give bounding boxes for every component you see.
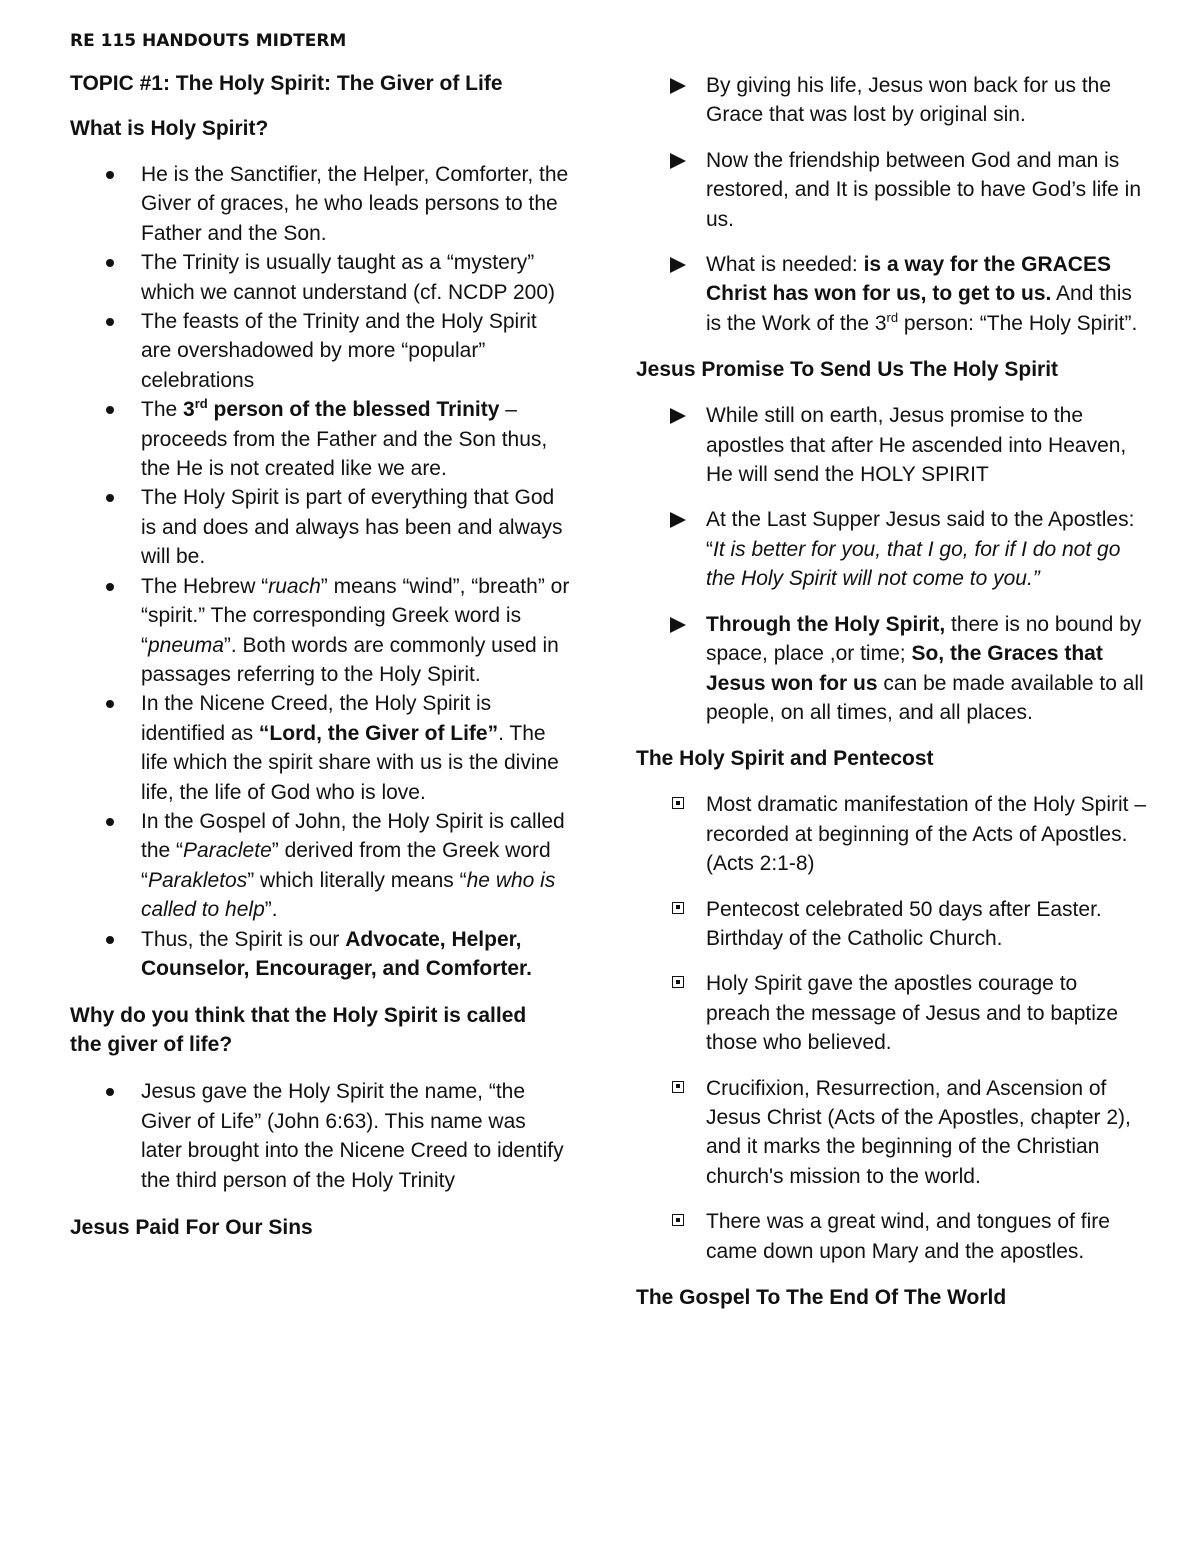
- list-item: The 3rd person of the blessed Trinity – proceeds from the Father and the Son thus, the He is not created like we are.: [70, 395, 570, 483]
- triangle-bullet-icon: [670, 512, 686, 528]
- left-column: [70, 68, 570, 1242]
- bullet-icon: [106, 318, 114, 326]
- box-bullet-icon: [672, 797, 684, 809]
- paid-heading: Jesus Paid For Our Sins: [70, 1216, 313, 1239]
- bullet-icon: [106, 171, 114, 179]
- bullet-icon: [106, 406, 114, 414]
- topic-title: TOPIC #1: The Holy Spirit: The Giver of Life: [70, 72, 503, 95]
- promise-list: [636, 401, 1146, 727]
- list-item: Pentecost celebrated 50 days after Easter. Birthday of the Catholic Church.: [636, 895, 1146, 954]
- box-bullet-icon: [672, 1214, 684, 1226]
- list-item: The Trinity is usually taught as a “mystery” which we cannot understand (cf. NCDP 200): [70, 248, 570, 307]
- list-item: Through the Holy Spirit, there is no bound by space, place ,or time; So, the Graces that Jesus won for us can be made available to all people, on all times, and all places.: [636, 610, 1146, 728]
- list-item: At the Last Supper Jesus said to the Apostles: “It is better for you, that I go, for if I do not go the Holy Spirit will not come to you.”: [636, 505, 1146, 593]
- list-item: Holy Spirit gave the apostles courage to preach the message of Jesus and to baptize those who believed.: [636, 969, 1146, 1057]
- document-header: RE 115 HANDOUTS MIDTERM: [70, 31, 347, 51]
- bullet-icon: [106, 583, 114, 591]
- triangle-bullet-icon: [670, 257, 686, 273]
- list-item: Thus, the Spirit is our Advocate, Helper, Counselor, Encourager, and Comforter.: [70, 925, 570, 984]
- list-item: What is needed: is a way for the GRACES Christ has won for us, to get to us. And this is the Work of the 3rd person: “The Holy Spirit”.: [636, 250, 1146, 338]
- what-heading: What is Holy Spirit?: [70, 117, 269, 140]
- triangle-bullet-icon: [670, 153, 686, 169]
- box-bullet-icon: [672, 976, 684, 988]
- list-item: He is the Sanctifier, the Helper, Comforter, the Giver of graces, he who leads persons to the Father and the Son.: [70, 160, 570, 248]
- triangle-bullet-icon: [670, 408, 686, 424]
- paid-list: [636, 71, 1146, 338]
- what-list: [70, 160, 570, 983]
- list-item: In the Nicene Creed, the Holy Spirit is identified as “Lord, the Giver of Life”. The life which the spirit share with us is the divine life, the life of God who is love.: [70, 689, 570, 807]
- bullet-icon: [106, 700, 114, 708]
- bullet-icon: [106, 259, 114, 267]
- pentecost-heading: The Holy Spirit and Pentecost: [636, 747, 934, 771]
- triangle-bullet-icon: [670, 78, 686, 94]
- list-item: By giving his life, Jesus won back for us the Grace that was lost by original sin.: [636, 71, 1146, 130]
- triangle-bullet-icon: [670, 617, 686, 633]
- promise-heading: Jesus Promise To Send Us The Holy Spirit: [636, 358, 1059, 382]
- list-item: The Hebrew “ruach” means “wind”, “breath” or “spirit.” The corresponding Greek word is “pneuma”. Both words are commonly used in passages referring to the Holy Spirit.: [70, 572, 570, 690]
- list-item: Now the friendship between God and man is restored, and It is possible to have God’s life in us.: [636, 146, 1146, 234]
- list-item: The feasts of the Trinity and the Holy Spirit are overshadowed by more “popular” celebrations: [70, 307, 570, 395]
- list-item: Jesus gave the Holy Spirit the name, “the Giver of Life” (John 6:63). This name was later brought into the Nicene Creed to identify the third person of the Holy Trinity: [70, 1077, 570, 1195]
- list-item: There was a great wind, and tongues of fire came down upon Mary and the apostles.: [636, 1207, 1146, 1266]
- pentecost-list: [636, 790, 1146, 1266]
- right-column: [636, 68, 1146, 1312]
- list-item: In the Gospel of John, the Holy Spirit is called the “Paraclete” derived from the Greek word “Parakletos” which literally means “he who is called to help”.: [70, 807, 570, 925]
- why-list: [70, 1077, 570, 1195]
- list-item: Most dramatic manifestation of the Holy Spirit – recorded at beginning of the Acts of Apostles. (Acts 2:1-8): [636, 790, 1146, 878]
- bullet-icon: [106, 936, 114, 944]
- box-bullet-icon: [672, 1081, 684, 1093]
- list-item: Crucifixion, Resurrection, and Ascension of Jesus Christ (Acts of the Apostles, chapter 2), and it marks the beginning of the Christian church's mission to the world.: [636, 1074, 1146, 1192]
- box-bullet-icon: [672, 902, 684, 914]
- bullet-icon: [106, 1088, 114, 1096]
- gospel-heading: The Gospel To The End Of The World: [636, 1286, 1007, 1309]
- list-item: While still on earth, Jesus promise to the apostles that after He ascended into Heaven, He will send the HOLY SPIRIT: [636, 401, 1146, 489]
- list-item: The Holy Spirit is part of everything that God is and does and always has been and always will be.: [70, 483, 570, 571]
- why-heading: Why do you think that the Holy Spirit is called the giver of life?: [70, 1004, 527, 1057]
- bullet-icon: [106, 818, 114, 826]
- bullet-icon: [106, 494, 114, 502]
